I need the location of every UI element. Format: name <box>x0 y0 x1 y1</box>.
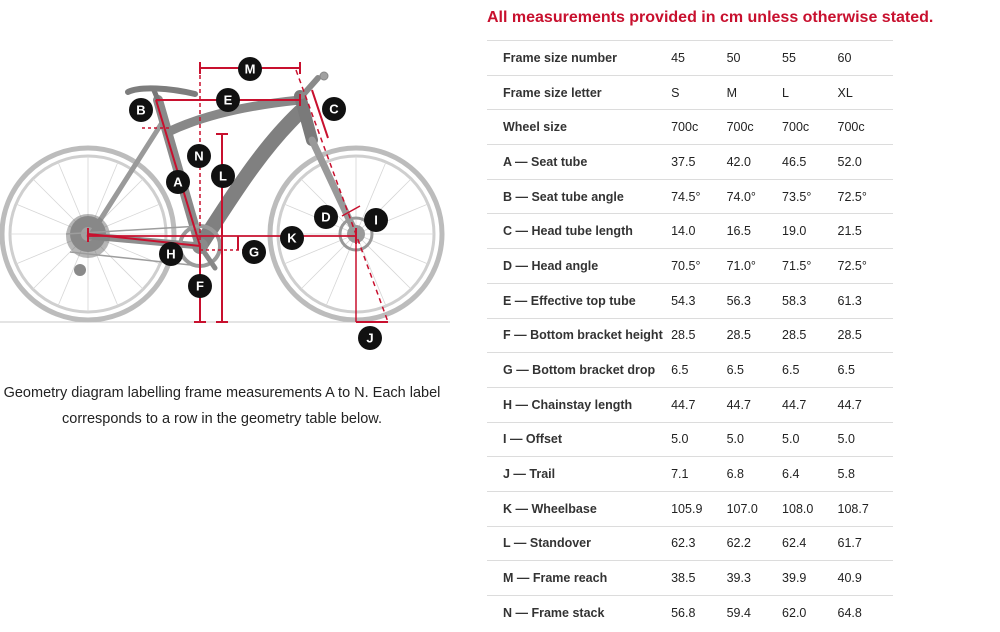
row-value: 56.3 <box>727 283 782 318</box>
diagram-caption: Geometry diagram labelling frame measurements A to N. Each label corresponds to a row in the geometry table below. <box>3 385 441 427</box>
row-value: 40.9 <box>838 561 893 596</box>
row-value: 45 <box>671 41 726 76</box>
row-value: 105.9 <box>671 491 726 526</box>
row-label: C — Head tube length <box>487 214 671 249</box>
diagram-label-l <box>211 164 235 188</box>
row-value: 74.0° <box>727 179 782 214</box>
row-value: 71.0° <box>727 249 782 284</box>
geometry-table-body <box>487 41 893 630</box>
row-value: 74.5° <box>671 179 726 214</box>
table-row <box>487 249 893 284</box>
row-value: 700c <box>838 110 893 145</box>
row-value: 107.0 <box>727 491 782 526</box>
table-row <box>487 387 893 422</box>
row-value: 44.7 <box>782 387 837 422</box>
diagram-label-g-text: G <box>248 244 260 260</box>
row-value: 108.7 <box>838 491 893 526</box>
row-label: A — Seat tube <box>487 145 671 180</box>
row-value: 6.5 <box>671 353 726 388</box>
row-value: 61.7 <box>838 526 893 561</box>
diagram-label-g <box>242 240 266 264</box>
row-value: 5.0 <box>782 422 837 457</box>
row-value: L <box>782 75 837 110</box>
row-value: 55 <box>782 41 837 76</box>
row-label: I — Offset <box>487 422 671 457</box>
row-value: 39.9 <box>782 561 837 596</box>
row-label: Frame size letter <box>487 75 671 110</box>
row-value: XL <box>838 75 893 110</box>
table-row <box>487 318 893 353</box>
row-value: 6.5 <box>727 353 782 388</box>
row-value: 6.5 <box>838 353 893 388</box>
table-row <box>487 526 893 561</box>
table-row <box>487 491 893 526</box>
row-value: 59.4 <box>727 596 782 630</box>
table-row <box>487 145 893 180</box>
row-value: 72.5° <box>838 249 893 284</box>
row-label: G — Bottom bracket drop <box>487 353 671 388</box>
row-value: 5.8 <box>838 457 893 492</box>
row-value: 6.4 <box>782 457 837 492</box>
diagram-label-h <box>159 242 183 266</box>
row-value: 46.5 <box>782 145 837 180</box>
row-value: 28.5 <box>782 318 837 353</box>
row-value: 50 <box>727 41 782 76</box>
measurement-notice: All measurements provided in cm unless otherwise stated. <box>487 9 934 26</box>
diagram-label-a <box>166 170 190 194</box>
row-value: 5.0 <box>671 422 726 457</box>
row-value: 38.5 <box>671 561 726 596</box>
row-value: 71.5° <box>782 249 837 284</box>
row-value: 5.0 <box>838 422 893 457</box>
row-label: Frame size number <box>487 41 671 76</box>
row-value: 28.5 <box>671 318 726 353</box>
row-label: Wheel size <box>487 110 671 145</box>
row-label: J — Trail <box>487 457 671 492</box>
row-value: 60 <box>838 41 893 76</box>
geometry-table <box>487 40 893 630</box>
row-value: 6.8 <box>727 457 782 492</box>
row-value: 21.5 <box>838 214 893 249</box>
row-value: 19.0 <box>782 214 837 249</box>
row-value: 64.8 <box>838 596 893 630</box>
table-row <box>487 41 893 76</box>
row-label: E — Effective top tube <box>487 283 671 318</box>
row-label: M — Frame reach <box>487 561 671 596</box>
diagram-label-m-text: M <box>244 61 256 77</box>
row-value: 6.5 <box>782 353 837 388</box>
row-label: D — Head angle <box>487 249 671 284</box>
diagram-label-m <box>238 57 262 81</box>
table-row <box>487 75 893 110</box>
row-value: 62.0 <box>782 596 837 630</box>
row-value: 62.2 <box>727 526 782 561</box>
diagram-label-j <box>358 326 382 350</box>
diagram-label-n <box>187 144 211 168</box>
row-value: 72.5° <box>838 179 893 214</box>
diagram-label-c <box>322 97 346 121</box>
row-value: 5.0 <box>727 422 782 457</box>
diagram-label-a-text: A <box>173 174 183 190</box>
diagram-label-c-text: C <box>329 101 339 117</box>
table-row <box>487 561 893 596</box>
diagram-label-i <box>364 208 388 232</box>
row-label: B — Seat tube angle <box>487 179 671 214</box>
row-value: 42.0 <box>727 145 782 180</box>
row-label: N — Frame stack <box>487 596 671 630</box>
diagram-label-j-text: J <box>366 330 374 346</box>
row-value: 700c <box>727 110 782 145</box>
bike-geometry-diagram <box>0 40 452 360</box>
diagram-label-f-text: F <box>196 278 204 294</box>
row-value: 44.7 <box>727 387 782 422</box>
row-value: 28.5 <box>727 318 782 353</box>
table-row <box>487 422 893 457</box>
table-row <box>487 283 893 318</box>
diagram-label-k <box>280 226 304 250</box>
row-value: 58.3 <box>782 283 837 318</box>
diagram-label-f <box>188 274 212 298</box>
diagram-label-e <box>216 88 240 112</box>
row-label: L — Standover <box>487 526 671 561</box>
row-value: 700c <box>671 110 726 145</box>
row-value: 62.3 <box>671 526 726 561</box>
diagram-label-l-text: L <box>219 168 227 184</box>
row-value: M <box>727 75 782 110</box>
row-value: S <box>671 75 726 110</box>
row-value: 56.8 <box>671 596 726 630</box>
diagram-label-i-text: I <box>374 212 378 228</box>
table-row <box>487 214 893 249</box>
row-value: 7.1 <box>671 457 726 492</box>
diagram-label-n-text: N <box>194 148 204 164</box>
row-value: 37.5 <box>671 145 726 180</box>
row-value: 54.3 <box>671 283 726 318</box>
row-value: 52.0 <box>838 145 893 180</box>
row-value: 16.5 <box>727 214 782 249</box>
row-value: 39.3 <box>727 561 782 596</box>
row-label: K — Wheelbase <box>487 491 671 526</box>
table-row <box>487 179 893 214</box>
table-row <box>487 596 893 630</box>
diagram-label-b <box>129 98 153 122</box>
table-row <box>487 353 893 388</box>
row-value: 14.0 <box>671 214 726 249</box>
row-value: 108.0 <box>782 491 837 526</box>
diagram-label-d-text: D <box>321 209 331 225</box>
table-row <box>487 457 893 492</box>
row-value: 70.5° <box>671 249 726 284</box>
diagram-label-d <box>314 205 338 229</box>
diagram-label-b-text: B <box>136 102 146 118</box>
row-value: 73.5° <box>782 179 837 214</box>
diagram-label-e-text: E <box>223 92 233 108</box>
row-value: 62.4 <box>782 526 837 561</box>
row-label: H — Chainstay length <box>487 387 671 422</box>
row-value: 44.7 <box>838 387 893 422</box>
diagram-label-k-text: K <box>287 230 297 246</box>
row-label: F — Bottom bracket height <box>487 318 671 353</box>
row-value: 28.5 <box>838 318 893 353</box>
row-value: 61.3 <box>838 283 893 318</box>
table-row <box>487 110 893 145</box>
row-value: 700c <box>782 110 837 145</box>
diagram-label-h-text: H <box>166 246 176 262</box>
row-value: 44.7 <box>671 387 726 422</box>
